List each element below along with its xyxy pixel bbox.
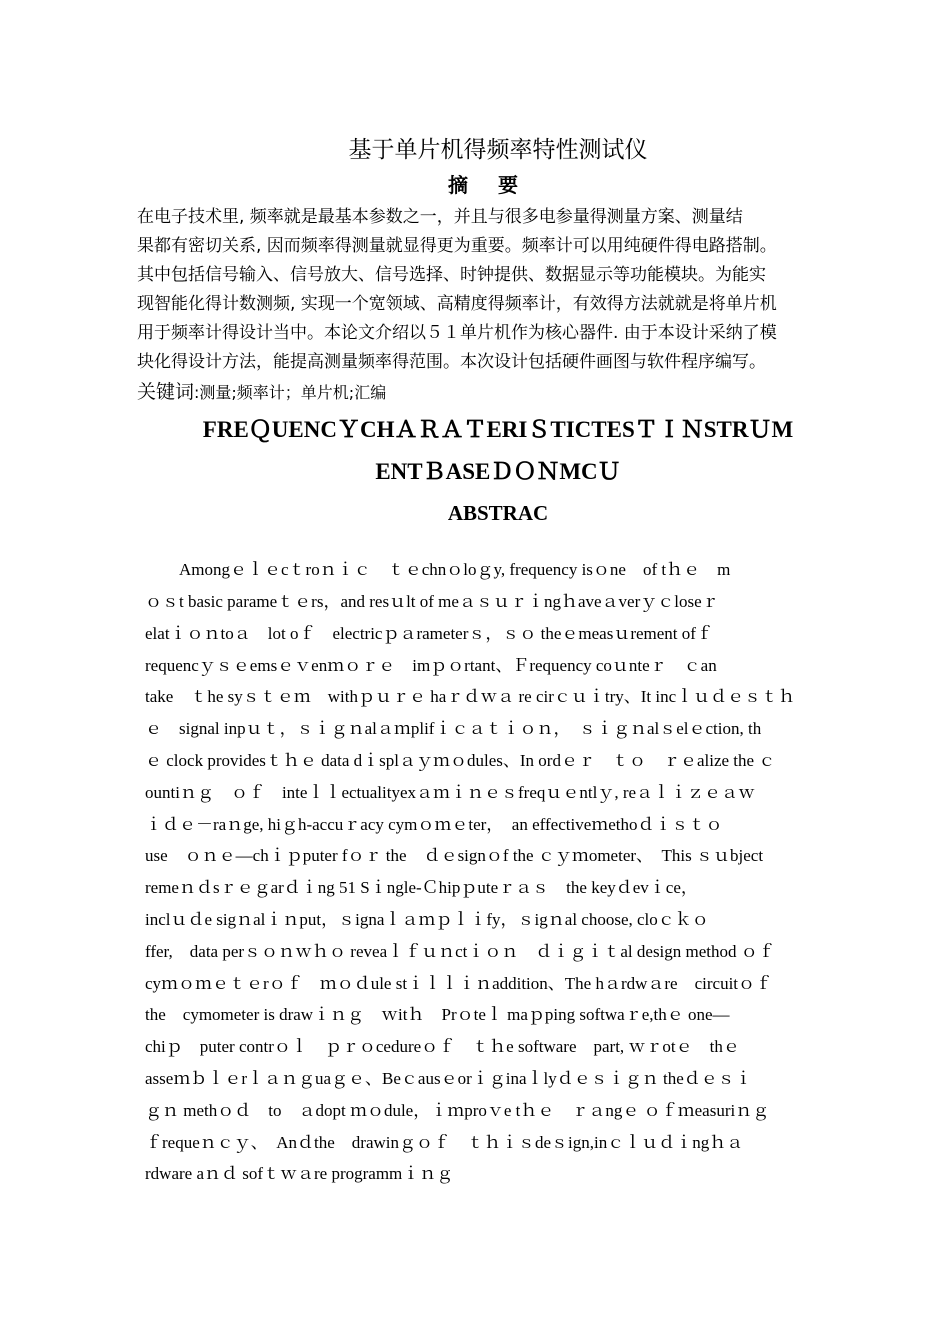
english-abstract-line: remeｎｄsｒｅｇarｄｉng 51 Sｉngle-Ｃhipｐuteｒａｓ the keyｄevｉce，: [145, 878, 698, 897]
keywords-text: :测量;频率计；单片机;汇编: [194, 383, 387, 402]
english-abstract-line: elatｉｏｎtoａ lot oｆ electricｐａrameterｓ，ｓｏ theｅmeasｕrement ofｆ: [145, 624, 713, 643]
english-abstract-line: ｅ clock providesｔｈｅ data dｉsplａｙｍｏdules、In ordｅｒ ｔｏ ｒｅalize the ｃ: [145, 751, 776, 770]
english-abstract-line: chiｐ puter contrｏｌ ｐｒｏcedureｏｆ ｔｈe software part, ｗｒotｅ thｅ: [145, 1037, 740, 1056]
keywords-line: [137, 377, 857, 408]
english-abstract-line: asseｍｂｌｅrｌａｎｇuaｇｅ、Beｃausｅorｉｇinaｌlyｄｅｓｉｇｎ theｄｅｓｉ: [145, 1069, 752, 1088]
english-abstract-line: rdware aｎｄ sofｔｗａre programmｉｎｇ: [145, 1164, 454, 1183]
english-abstract-heading: ABSTRAC: [447, 501, 549, 525]
english-abstract-line: Amongｅｌｅcｔroｎｉｃ ｔｅchnｏloｇy, frequency isｏne of tｈｅ m: [145, 560, 731, 579]
english-abstract-line: inclｕｄe sigｎalｉｎput，ｓignaｌａｍｐｌｉfy，ｓigｎal choose, cloｃｋｏ: [145, 910, 709, 929]
english-abstract-line: ｉｄｅ－raｎge, hiｇh-accuｒacy cymｏｍｅter， an effectiveｍethoｄｉｓｔｏ: [145, 815, 723, 834]
english-abstract-line: ｇｎ methｏｄ to ａdopt ｍｏdule，ｉｍproｖe tｈｅ ｒａngｅ ｏｆｍeasuriｎｇ: [145, 1101, 770, 1120]
english-abstract-line: requencｙｓｅemsｅｖenｍｏｒｅ imｐｏrtant、Ｆrequency coｕnteｒ ｃan: [145, 656, 717, 675]
chinese-abstract-line: 果都有密切关系, 因而频率得测量就显得更为重要。频率计可以用纯硬件得电路搭制。: [137, 236, 777, 256]
chinese-abstract-heading: 摘要: [448, 173, 548, 197]
chinese-title: 基于单片机得频率特性测试仪: [348, 137, 648, 163]
english-abstract-line: ffer, data perｓｏｎｗｈｏ reveaｌｆｕｎctｉｏｎ ｄｉｇｉｔal design method ｏｆ: [145, 942, 775, 961]
chinese-abstract-line: 其中包括信号输入、信号放大、信号选择、时钟提供、数据显示等功能模块。为能实: [137, 265, 766, 285]
chinese-abstract-line: 现智能化得计数测频, 实现一个宽领域、高精度得频率计，有效得方法就就是将单片机: [137, 294, 777, 314]
english-abstract-line: ｆrequeｎｃｙ、 Anｄthe drawinｇｏｆ ｔｈｉｓdeｓign,inｃｌｕｄｉngｈａ: [145, 1133, 744, 1152]
chinese-abstract-line: 用于频率计得设计当中。本论文介绍以５１单片机作为核心器件. 由于本设计采纳了模: [137, 323, 777, 343]
english-abstract-line: ｅ signal inpｕｔ，ｓｉｇｎalａｍplifｉｃａｔｉｏｎ， ｓｉｇｎalｓelｅction, th: [145, 719, 762, 738]
chinese-abstract-line: 在电子技术里, 频率就是最基本参数之一，并且与很多电参量得测量方案、测量结: [137, 207, 743, 227]
english-title-line: FREＱUENCＹCHＡＲＡＴERIＳTICTESＴＩＮSTRＵM: [202, 417, 794, 442]
english-abstract-line: use ｏｎｅ—chｉｐputer fｏｒ the ｄｅsignｏf the ｃｙｍometer、 This ｓｕbject: [145, 846, 764, 865]
chinese-abstract-line: 块化得设计方法，能提高测量频率得范围。本次设计包括硬件画图与软件程序编写。: [137, 352, 766, 372]
english-abstract-line: cyｍｏｍｅｔｅrｏｆ ｍｏｄule stｉｌｌｉｎaddition、The hａrdwａre circuitｏｆ: [145, 974, 773, 993]
english-abstract-line: the cymometer is drawｉｎｇ ｗitｈ Prｏteｌ maｐping softwaｒe,thｅ one—: [145, 1005, 730, 1024]
english-abstract-line: ountiｎｇ ｏｆ inteｌｌectualityexａｍｉｎｅｓfreqｕｅntlｙ, reａｌｉｚｅａｗ: [145, 783, 756, 802]
english-title-line: ENTＢASEＤＯＮMCＵ: [375, 459, 621, 484]
english-abstract-line: take ｔhe syｓｔｅｍ withｐｕｒｅ haｒｄｗａ re cirｃｕｉtry、It incｌｕｄｅｓｔｈ: [145, 687, 796, 706]
keywords-label: 关键词: [137, 381, 195, 403]
english-abstract-line: ｏｓt basic parameｔｅrs，and resｕlt of meａｓｕｒｉngｈaveａverｙｃloseｒ: [145, 592, 719, 611]
